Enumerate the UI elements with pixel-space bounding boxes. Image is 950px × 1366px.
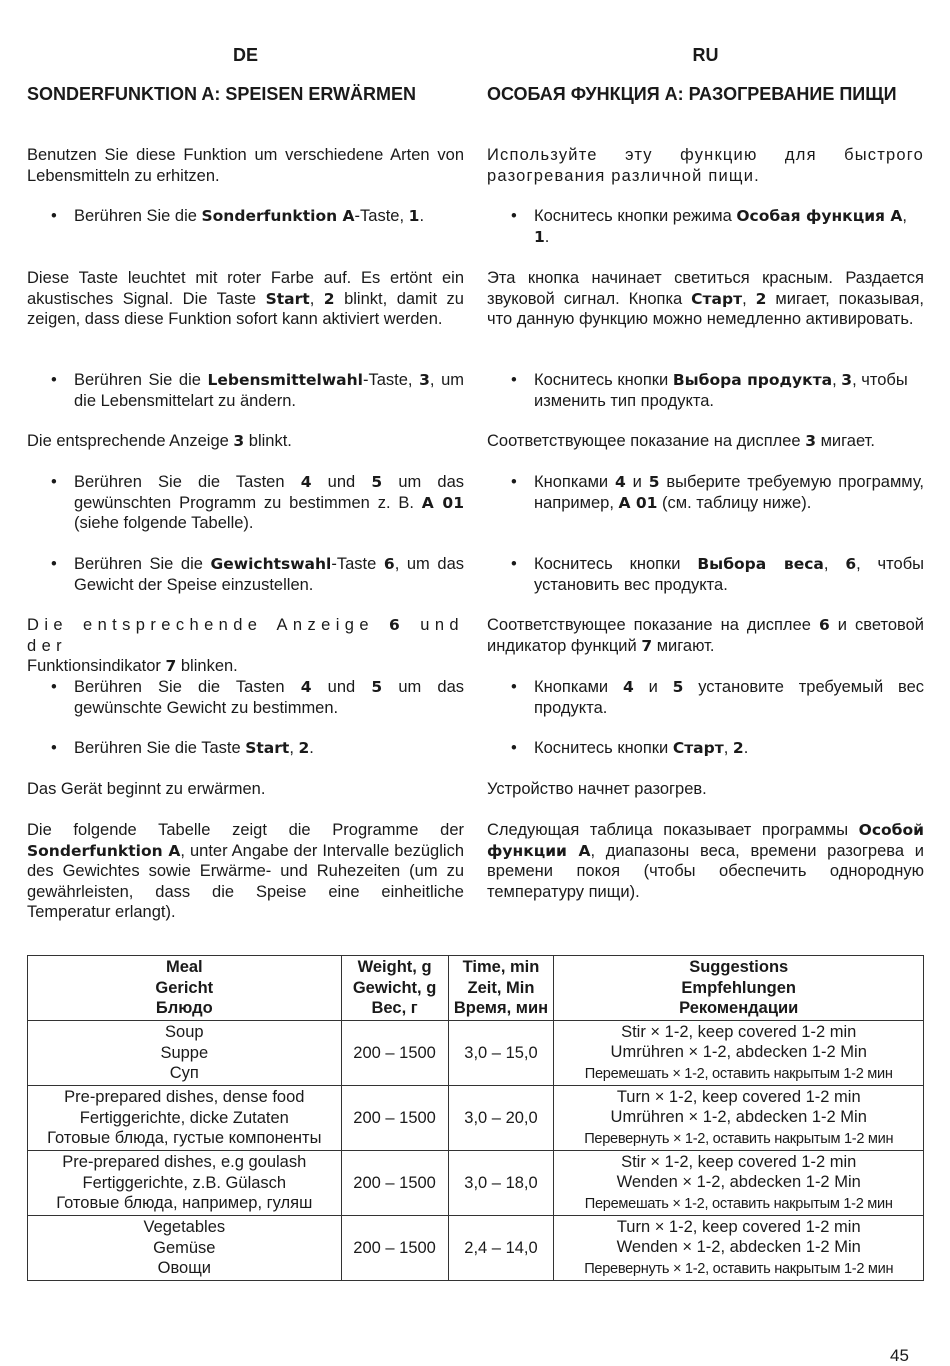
paragraph-display-6-ru: Соответствующее показание на дисплее 6 и световой индикатор функций 7 мигают. — [487, 616, 924, 655]
paragraph-display-3-de: Die entsprechende Anzeige 3 blinkt. — [27, 432, 292, 450]
paragraph-signal-de: Diese Taste leuchtet mit roter Farbe auf. Es ertönt ein akustisches Signal. Die Taste Start, 2 blinkt, damit zu zeigen, dass diese Funktion sofort kann aktiviert werden. — [27, 269, 464, 328]
bullet-marker: • — [51, 739, 57, 757]
step-2-de: Berühren Sie die Lebensmittelwahl-Taste, 3, um die Lebensmittelart zu ändern. — [74, 371, 464, 410]
language-heading-de: DE — [232, 45, 258, 65]
cell-suggestions: Turn × 1-2, keep covered 1-2 min Umrühren × 1-2, abdecken 1-2 Min Перевернуть × 1-2, оставить накрытым 1-2 мин — [554, 1086, 924, 1151]
table-row — [28, 1086, 924, 1151]
paragraph-signal-ru: Эта кнопка начинает светиться красным. Раздается звуковой сигнал. Кнопка Старт, 2 мигает, показывая, что данную функцию можно немедленно активировать. — [487, 269, 925, 328]
cell-suggestions: Stir × 1-2, keep covered 1-2 min Wenden × 1-2, abdecken 1-2 Min Перемешать × 1-2, оставить накрытым 1-2 мин — [554, 1151, 924, 1216]
step-3-de: Berühren Sie die Tasten 4 und 5 um das gewünschten Programm zu bestimmen z. B. A 01 (siehe folgende Tabelle). — [74, 473, 464, 532]
program-table — [27, 955, 924, 1281]
header-suggestions: Suggestions Empfehlungen Рекомендации — [554, 956, 924, 1021]
bullet-marker: • — [511, 207, 517, 225]
cell-meal: Pre-prepared dishes, e.g goulash Fertiggerichte, z.B. Gülasch Готовые блюда, например, гуляш — [28, 1151, 342, 1216]
step-6-ru: Коснитесь кнопки Старт, 2. — [534, 739, 749, 757]
table-row — [28, 1151, 924, 1216]
paragraph-intro-ru: Используйте эту функцию для быстрого разогревания различной пищи. — [487, 146, 924, 185]
cell-time: 3,0 – 15,0 — [448, 1021, 554, 1086]
cell-weight: 200 – 1500 — [341, 1086, 448, 1151]
bullet-marker: • — [511, 739, 517, 757]
bullet-marker: • — [511, 555, 517, 573]
cell-meal: Vegetables Gemüse Овощи — [28, 1216, 342, 1281]
paragraph-intro-de: Benutzen Sie diese Funktion um verschiedene Arten von Lebensmitteln zu erhitzen. — [27, 146, 464, 185]
step-6-de: Berühren Sie die Taste Start, 2. — [74, 739, 314, 757]
cell-time: 3,0 – 20,0 — [448, 1086, 554, 1151]
step-2-ru: Коснитесь кнопки Выбора продукта, 3, чтобы изменить тип продукта. — [534, 371, 908, 410]
cell-time: 2,4 – 14,0 — [448, 1216, 554, 1281]
page-number: 45 — [890, 1346, 909, 1365]
paragraph-display-6-de: Die entsprechende Anzeige 6 und der Funktionsindikator 7 blinken. — [27, 616, 465, 675]
paragraph-table-intro-de: Die folgende Tabelle zeigt die Programme der Sonderfunktion A, unter Angabe der Intervalle bezüglich des Gewichtes sowie Erwärme- und Ruhezeiten (um zu gewährleisten, dass die Speise eine einheitliche Temperatur erlangt). — [27, 821, 464, 921]
cell-weight: 200 – 1500 — [341, 1021, 448, 1086]
step-5-de: Berühren Sie die Tasten 4 und 5 um das gewünschte Gewicht zu bestimmen. — [74, 678, 464, 717]
header-meal: Meal Gericht Блюдо — [28, 956, 342, 1021]
bullet-marker: • — [51, 555, 57, 573]
bullet-marker: • — [51, 473, 57, 491]
bullet-marker: • — [511, 371, 517, 389]
table-row — [28, 1216, 924, 1281]
step-1-de: Berühren Sie die Sonderfunktion A-Taste, 1. — [74, 207, 425, 225]
step-4-de: Berühren Sie die Gewichtswahl-Taste 6, um das Gewicht der Speise einzustellen. — [74, 555, 464, 594]
cell-weight: 200 – 1500 — [341, 1216, 448, 1281]
paragraph-start-de: Das Gerät beginnt zu erwärmen. — [27, 780, 266, 798]
table-header-row — [28, 956, 924, 1021]
step-5-ru: Кнопками 4 и 5 установите требуемый вес продукта. — [534, 678, 924, 717]
step-4-ru: Коснитесь кнопки Выбора веса, 6, чтобы установить вес продукта. — [534, 555, 925, 594]
step-3-ru: Кнопками 4 и 5 выберите требуемую программу, например, A 01 (см. таблицу ниже). — [534, 473, 925, 512]
header-weight: Weight, g Gewicht, g Вес, г — [341, 956, 448, 1021]
step-1-ru: Коснитесь кнопки режима Особая функция A, 1. — [534, 207, 907, 246]
header-time: Time, min Zeit, Min Время, мин — [448, 956, 554, 1021]
cell-meal: Soup Suppe Суп — [28, 1021, 342, 1086]
table-row — [28, 1021, 924, 1086]
bullet-marker: • — [51, 371, 57, 389]
bullet-marker: • — [511, 678, 517, 696]
cell-time: 3,0 – 18,0 — [448, 1151, 554, 1216]
paragraph-display-3-ru: Соответствующее показание на дисплее 3 мигает. — [487, 432, 875, 450]
language-heading-ru: RU — [692, 45, 719, 65]
bullet-marker: • — [51, 207, 57, 225]
section-title-de: SONDERFUNKTION A: SPEISEN ERWÄRMEN — [27, 84, 417, 104]
cell-meal: Pre-prepared dishes, dense food Fertiggerichte, dicke Zutaten Готовые блюда, густые компоненты — [28, 1086, 342, 1151]
cell-suggestions: Stir × 1-2, keep covered 1-2 min Umrühren × 1-2, abdecken 1-2 Min Перемешать × 1-2, оставить накрытым 1-2 мин — [554, 1021, 924, 1086]
bullet-marker: • — [511, 473, 517, 491]
cell-weight: 200 – 1500 — [341, 1151, 448, 1216]
paragraph-start-ru: Устройство начнет разогрев. — [487, 780, 707, 798]
bullet-marker: • — [51, 678, 57, 696]
section-title-ru: ОСОБАЯ ФУНКЦИЯ A: РАЗОГРЕВАНИЕ ПИЩИ — [487, 84, 897, 104]
paragraph-table-intro-ru: Следующая таблица показывает программы Особой функции A, диапазоны веса, времени разогрева и времени покоя (чтобы обеспечить однородную температуру пищи). — [487, 821, 924, 901]
cell-suggestions: Turn × 1-2, keep covered 1-2 min Wenden × 1-2, abdecken 1-2 Min Перевернуть × 1-2, оставить накрытым 1-2 мин — [554, 1216, 924, 1281]
